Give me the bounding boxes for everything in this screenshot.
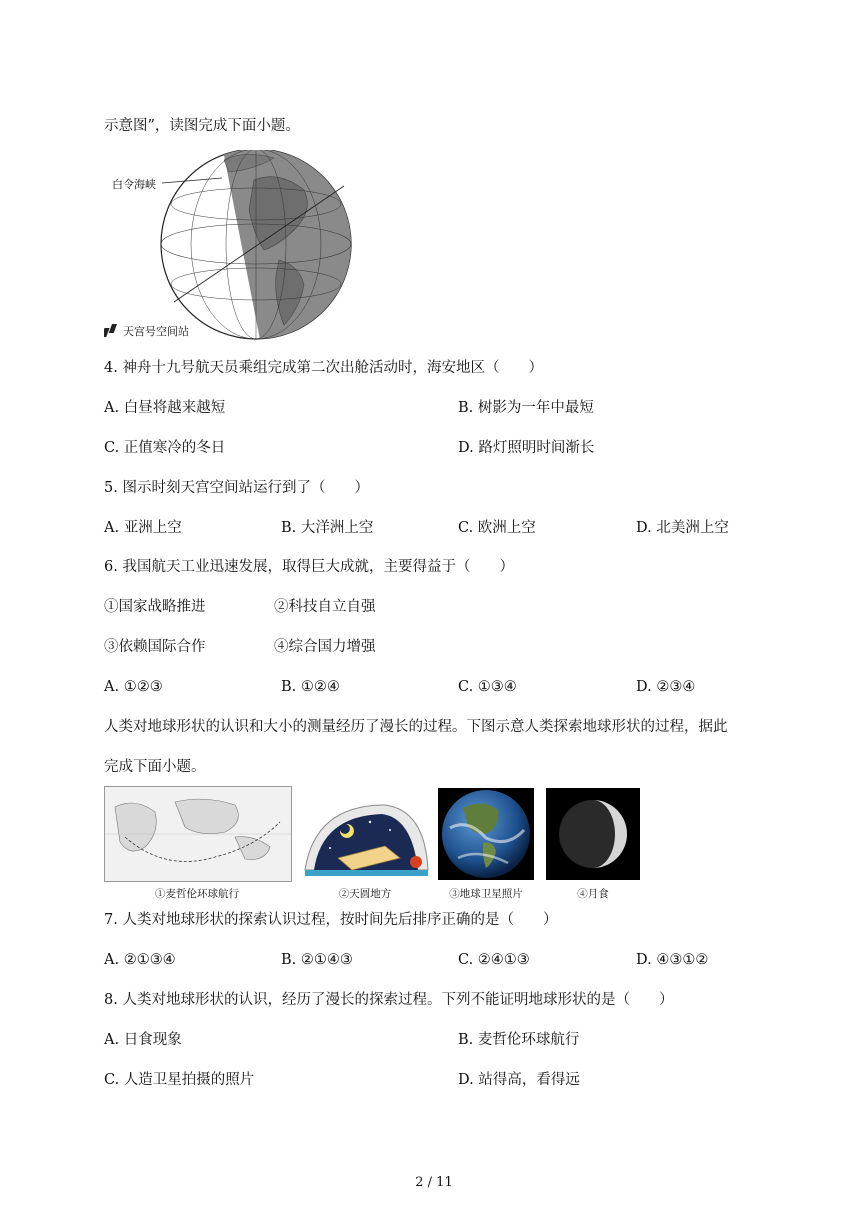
question-8-option-d: D. 站得高，看得远 — [458, 1072, 580, 1088]
lunar-eclipse-photo — [546, 788, 640, 880]
question-5-option-a: A. 亚洲上空 — [104, 520, 182, 536]
question-5-stem: 5. 图示时刻天宫空间站运行到了（ ） — [104, 480, 369, 496]
question-6-statement-4: ④综合国力增强 — [274, 639, 376, 655]
question-6-statement-1: ①国家战略推进 — [104, 599, 206, 615]
passage-line-2: 完成下面小题。 — [104, 759, 206, 775]
question-8-option-c: C. 人造卫星拍摄的照片 — [104, 1072, 255, 1088]
question-7-option-a: A. ②①③④ — [104, 952, 176, 968]
question-4-option-a: A. 白昼将越来越短 — [104, 400, 226, 416]
question-6-option-d: D. ②③④ — [636, 679, 696, 695]
earth-satellite-photo — [438, 788, 534, 880]
figure-2-caption: ②天圆地方 — [338, 888, 392, 900]
question-8-option-a: A. 日食现象 — [104, 1032, 182, 1048]
intro-text: 示意图”，读图完成下面小题。 — [104, 118, 300, 134]
question-8-option-b: B. 麦哲伦环球航行 — [458, 1032, 580, 1048]
figure-4-caption: ④月食 — [577, 888, 609, 900]
round-sky-square-earth-image — [300, 800, 430, 880]
question-5-option-c: C. 欧洲上空 — [458, 520, 536, 536]
space-station-label: 天宫号空间站 — [123, 325, 189, 338]
question-5-option-b: B. 大洋洲上空 — [281, 520, 374, 536]
question-8-stem: 8. 人类对地球形状的认识，经历了漫长的探索过程。下列不能证明地球形状的是（ ） — [104, 992, 674, 1008]
question-4-option-c: C. 正值寒冷的冬日 — [104, 440, 226, 456]
question-7-option-d: D. ④③①② — [636, 952, 709, 968]
question-4-option-d: D. 路灯照明时间渐长 — [458, 440, 595, 456]
page-number: 2 / 11 — [415, 1175, 453, 1190]
bering-strait-label: 白令海峡 — [112, 178, 156, 191]
question-6-option-b: B. ①②④ — [281, 679, 340, 695]
question-7-option-b: B. ②①④③ — [281, 952, 353, 968]
space-station-icon — [104, 324, 117, 337]
question-7-option-c: C. ②④①③ — [458, 952, 530, 968]
question-6-stem: 6. 我国航天工业迅速发展，取得巨大成就，主要得益于（ ） — [104, 559, 514, 575]
question-6-statement-3: ③依赖国际合作 — [104, 639, 206, 655]
passage-line-1: 人类对地球形状的认识和大小的测量经历了漫长的过程。下图示意人类探索地球形状的过程，据此 — [104, 719, 728, 735]
question-6-statement-2: ②科技自立自强 — [274, 599, 376, 615]
globe-figure — [104, 150, 364, 342]
question-7-stem: 7. 人类对地球形状的探索认识过程，按时间先后排序正确的是（ ） — [104, 912, 558, 928]
question-6-option-a: A. ①②③ — [104, 679, 163, 695]
magellan-map-image — [104, 786, 292, 882]
question-4-stem: 4. 神舟十九号航天员乘组完成第二次出舱活动时，海安地区（ ） — [104, 360, 543, 376]
figure-1-caption: ①麦哲伦环球航行 — [155, 888, 239, 900]
question-4-option-b: B. 树影为一年中最短 — [458, 400, 594, 416]
figure-3-caption: ③地球卫星照片 — [449, 888, 523, 900]
question-6-option-c: C. ①③④ — [458, 679, 517, 695]
question-5-option-d: D. 北美洲上空 — [636, 520, 729, 536]
